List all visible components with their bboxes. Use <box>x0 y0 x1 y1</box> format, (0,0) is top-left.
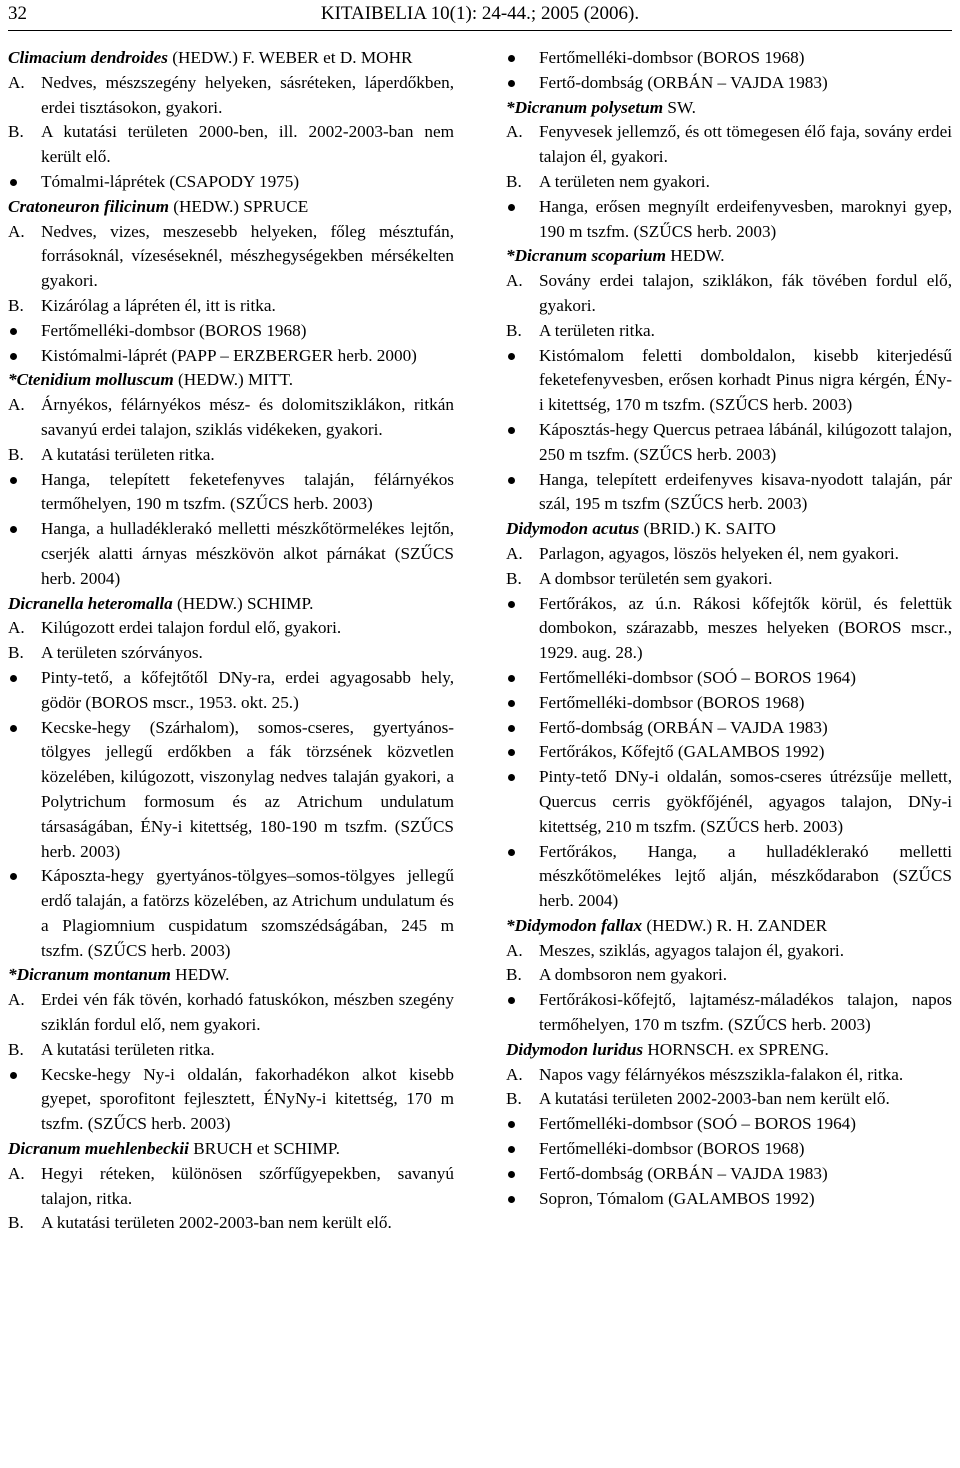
paragraph-b <box>8 1211 454 1236</box>
species-name: Dicranum muehlenbeckii <box>8 1139 189 1159</box>
locality-entry <box>506 1187 952 1212</box>
right-column <box>506 46 952 1211</box>
paragraph-label: B. <box>506 568 522 588</box>
paragraph-label: A. <box>506 940 523 960</box>
locality-entry <box>506 691 952 716</box>
paragraph-label: B. <box>506 320 522 340</box>
bullet-icon <box>508 427 515 434</box>
species-heading <box>8 195 454 220</box>
bullet-icon <box>10 1072 17 1079</box>
paragraph-text: Erdei vén fák tövén, korhadó fatuskókon, mészben szegény sziklán fordul elő, nem gyakori. <box>41 990 454 1035</box>
bullet-icon <box>508 749 515 756</box>
paragraph-label: A. <box>506 1064 523 1084</box>
locality-text: Fertő-dombság (ORBÁN – VAJDA 1983) <box>539 1163 828 1183</box>
paragraph-text: A területen nem gyakori. <box>539 171 710 191</box>
species-heading <box>8 1137 454 1162</box>
paragraph-text: A kutatási területen 2000-ben, ill. 2002-2003-ban nem került elő. <box>41 122 454 167</box>
locality-text: Hanga, erősen megnyílt erdeifenyvesben, maroknyi gyep, 190 m tszfm. (SZŰCS herb. 2003) <box>539 196 952 241</box>
bullet-icon <box>508 477 515 484</box>
page-number: 32 <box>8 3 27 24</box>
paragraph-b <box>506 963 952 988</box>
paragraph-label: B. <box>8 295 24 315</box>
paragraph-b <box>506 170 952 195</box>
locality-entry <box>8 468 454 518</box>
species-heading <box>8 368 454 393</box>
locality-text: Fertőmelléki-dombsor (BOROS 1968) <box>539 692 805 712</box>
locality-text: Kecske-hegy (Szárhalom), somos-cseres, gyertyános-tölgyes jellegű erdőkben a fák törzsének közvetlen közelében, kilúgozott, viszonylag nedves talaján gyakori, a Polytrichum formosum és az Atrichum undulatum társaságában, ÉNy-i kitettség, 180-190 m tszfm. (SZŰCS herb. 2003) <box>41 717 454 861</box>
locality-entry <box>506 988 952 1038</box>
paragraph-b <box>506 1087 952 1112</box>
paragraph-label: B. <box>8 1039 24 1059</box>
paragraph-text: A kutatási területen ritka. <box>41 444 215 464</box>
locality-entry <box>506 344 952 418</box>
bullet-icon <box>508 675 515 682</box>
species-heading <box>8 963 454 988</box>
paragraph-text: Fenyvesek jellemző, és ott tömegesen élő faja, sovány erdei talajon él, gyakori. <box>539 122 952 167</box>
bullet-icon <box>508 353 515 360</box>
bullet-icon <box>508 774 515 781</box>
species-name: *Ctenidium molluscum <box>8 370 174 390</box>
locality-entry <box>506 1137 952 1162</box>
paragraph-a <box>506 269 952 319</box>
paragraph-text: Nedves, mészszegény helyeken, sásréteken, láperdőkben, erdei tisztásokon, gyakori. <box>41 72 454 117</box>
paragraph-a <box>506 1063 952 1088</box>
paragraph-b <box>506 567 952 592</box>
species-author: HORNSCH. ex SPRENG. <box>643 1039 829 1059</box>
locality-text: Hanga, a hulladéklerakó melletti mészkőtörmelékes lejtőn, cserjék alatti árnyas mészkövön alkot párnákat (SZŰCS herb. 2004) <box>41 519 454 588</box>
paragraph-b <box>8 443 454 468</box>
paragraph-a <box>8 616 454 641</box>
locality-entry <box>506 592 952 666</box>
species-heading <box>506 1038 952 1063</box>
locality-entry <box>8 517 454 591</box>
paragraph-b <box>8 120 454 170</box>
species-heading <box>506 244 952 269</box>
locality-text: Hanga, telepített erdeifenyves kisava-nyodott talaján, pár szál, 195 m tszfm (SZŰCS herb. 2003) <box>539 469 952 514</box>
bullet-icon <box>508 55 515 62</box>
paragraph-text: Meszes, sziklás, agyagos talajon él, gyakori. <box>539 940 844 960</box>
locality-text: Fertőmelléki-dombsor (SOÓ – BOROS 1964) <box>539 667 857 687</box>
species-heading <box>8 46 454 71</box>
locality-entry <box>506 46 952 71</box>
bullet-icon <box>10 675 17 682</box>
paragraph-a <box>506 542 952 567</box>
locality-entry <box>506 716 952 741</box>
paragraph-b <box>8 294 454 319</box>
paragraph-text: Kizárólag a lápréten él, itt is ritka. <box>41 295 276 315</box>
locality-entry <box>8 1063 454 1137</box>
paragraph-text: A dombsor területén sem gyakori. <box>539 568 773 588</box>
locality-text: Káposztás-hegy Quercus petraea lábánál, kilúgozott talajon, 250 m tszfm. (SZŰCS herb. 2003) <box>539 419 952 464</box>
paragraph-label: B. <box>506 171 522 191</box>
bullet-icon <box>508 1146 515 1153</box>
locality-text: Hanga, telepített feketefenyves talaján, félárnyékos termőhelyen, 190 m tszfm. (SZŰCS herb. 2003) <box>41 469 454 514</box>
locality-text: Kistómalmi-láprét (PAPP – ERZBERGER herb. 2000) <box>41 345 417 365</box>
locality-entry <box>506 1162 952 1187</box>
bullet-icon <box>508 1121 515 1128</box>
bullet-icon <box>508 997 515 1004</box>
paragraph-b <box>506 319 952 344</box>
locality-entry <box>8 344 454 369</box>
locality-entry <box>506 468 952 518</box>
species-author: SW. <box>663 97 696 117</box>
locality-entry <box>506 840 952 914</box>
locality-entry <box>506 740 952 765</box>
paragraph-label: A. <box>8 1163 25 1183</box>
locality-entry <box>506 195 952 245</box>
bullet-icon <box>10 725 17 732</box>
species-name: *Didymodon fallax <box>506 915 643 935</box>
locality-text: Fertő-dombság (ORBÁN – VAJDA 1983) <box>539 717 828 737</box>
paragraph-label: B. <box>8 1213 24 1233</box>
paragraph-text: A területen ritka. <box>539 320 655 340</box>
paragraph-label: B. <box>506 1089 522 1109</box>
locality-text: Fertő-dombság (ORBÁN – VAJDA 1983) <box>539 72 828 92</box>
locality-entry <box>506 666 952 691</box>
paragraph-text: A dombsoron nem gyakori. <box>539 965 728 985</box>
locality-text: Fertőrákos, Hanga, a hulladéklerakó melletti mészkőtömelékes lejtő alján, mészkődarabon (SZŰCS herb. 2004) <box>539 841 952 911</box>
paragraph-label: A. <box>506 543 523 563</box>
species-name: Didymodon luridus <box>506 1039 644 1059</box>
locality-text: Fertőmelléki-dombsor (BOROS 1968) <box>539 1139 805 1159</box>
locality-text: Kecske-hegy Ny-i oldalán, fakorhadékon alkot kisebb gyepet, sporofitont fejlesztett, ÉNyNy-i kitettség, 170 m tszfm. (SZŰCS herb. 2003) <box>41 1064 454 1134</box>
species-name: Cratoneuron filicinum <box>8 196 169 216</box>
species-name: *Dicranum polysetum <box>506 97 664 117</box>
species-author: (HEDW.) SPRUCE <box>168 196 309 216</box>
bullet-icon <box>10 353 17 360</box>
species-author: (HEDW.) SCHIMP. <box>172 593 314 613</box>
locality-text: Fertőmelléki-dombsor (BOROS 1968) <box>41 320 307 340</box>
paragraph-a <box>506 120 952 170</box>
page-header <box>8 2 952 28</box>
bullet-icon <box>508 725 515 732</box>
locality-entry <box>506 418 952 468</box>
locality-text: Pinty-tető, a kőfejtőtől DNy-ra, erdei agyagosabb hely, gödör (BOROS mscr., 1953. okt. 25.) <box>41 667 454 712</box>
paragraph-a <box>8 393 454 443</box>
species-author: HEDW. <box>665 246 725 266</box>
species-author: HEDW. <box>170 965 230 985</box>
species-heading <box>506 96 952 121</box>
paragraph-text: Hegyi réteken, különösen szőrfűgyepekben, savanyú talajon, ritka. <box>41 1163 454 1208</box>
paragraph-label: B. <box>8 122 24 142</box>
locality-text: Kistómalom feletti domboldalon, kisebb kiterjedésű feketefenyvesben, erősen korhadt Pinus nigra kérgén, ÉNy-i kitettség, 170 m tszfm. (SZŰCS herb. 2003) <box>539 345 952 415</box>
species-name: *Dicranum scoparium <box>506 246 666 266</box>
species-author: (HEDW.) MITT. <box>173 370 294 390</box>
species-author: (HEDW.) F. WEBER et D. MOHR <box>167 48 413 67</box>
paragraph-text: A kutatási területen 2002-2003-ban nem került elő. <box>539 1089 890 1109</box>
species-name: Didymodon acutus <box>506 519 640 539</box>
paragraph-a <box>8 1162 454 1212</box>
paragraph-text: Parlagon, agyagos, löszös helyeken él, nem gyakori. <box>539 543 899 563</box>
left-column <box>8 46 454 1236</box>
species-name: Climacium dendroides <box>8 48 168 67</box>
paragraph-label: A. <box>8 72 25 92</box>
paragraph-b <box>8 1038 454 1063</box>
bullet-icon <box>508 204 515 211</box>
paragraph-text: Napos vagy félárnyékos mészszikla-falakon él, ritka. <box>539 1064 904 1084</box>
paragraph-a <box>8 988 454 1038</box>
locality-text: Fertőrákosi-kőfejtő, lajtamész-máladékos talajon, napos termőhelyen, 170 m tszfm. (SZŰCS herb. 2003) <box>539 990 952 1035</box>
paragraph-label: A. <box>8 395 25 415</box>
paragraph-a <box>8 220 454 294</box>
bullet-icon <box>10 526 17 533</box>
locality-text: Fertőmelléki-dombsor (SOÓ – BOROS 1964) <box>539 1114 857 1134</box>
paragraph-text: A kutatási területen 2002-2003-ban nem került elő. <box>41 1213 392 1233</box>
species-heading <box>506 914 952 939</box>
paragraph-b <box>8 641 454 666</box>
paragraph-text: Sovány erdei talajon, sziklákon, fák tövében fordul elő, gyakori. <box>539 271 952 315</box>
bullet-icon <box>508 849 515 856</box>
paragraph-text: A területen szórványos. <box>41 643 203 663</box>
bullet-icon <box>10 477 17 484</box>
paragraph-label: A. <box>506 122 523 142</box>
locality-entry <box>506 765 952 839</box>
locality-text: Tómalmi-láprétek (CSAPODY 1975) <box>41 171 300 191</box>
locality-entry <box>8 170 454 195</box>
locality-text: Pinty-tető DNy-i oldalán, somos-cseres útrézsűje mellett, Quercus cerris gyökfőjénél, agyagos talajon, DNy-i kitettség, 210 m tszfm. (SZŰCS herb. 2003) <box>539 767 952 836</box>
bullet-icon <box>10 328 17 335</box>
bullet-icon <box>508 601 515 608</box>
bullet-icon <box>10 873 17 880</box>
journal-citation: KITAIBELIA 10(1): 24-44.; 2005 (2006). <box>320 3 640 24</box>
header-rule <box>8 30 952 31</box>
bullet-icon <box>508 1196 515 1203</box>
paragraph-text: Kilúgozott erdei talajon fordul elő, gyakori. <box>41 618 342 638</box>
species-name: Dicranella heteromalla <box>8 593 173 613</box>
species-name: *Dicranum montanum <box>8 965 171 985</box>
species-heading <box>8 592 454 617</box>
locality-entry <box>8 666 454 716</box>
paragraph-label: B. <box>8 643 24 663</box>
paragraph-label: B. <box>8 444 24 464</box>
locality-text: Fertőmelléki-dombsor (BOROS 1968) <box>539 48 805 67</box>
paragraph-text: Nedves, vizes, meszesebb helyeken, főleg mésztufán, forrásoknál, vízeséseknél, mészhegységekben mérsékelten gyakori. <box>41 221 454 291</box>
bullet-icon <box>508 80 515 87</box>
paragraph-a <box>8 71 454 121</box>
bullet-icon <box>10 179 17 186</box>
paragraph-label: B. <box>506 965 522 985</box>
locality-entry <box>8 716 454 865</box>
paragraph-label: A. <box>8 990 25 1010</box>
locality-text: Sopron, Tómalom (GALAMBOS 1992) <box>539 1188 815 1208</box>
locality-entry <box>506 1112 952 1137</box>
locality-text: Káposzta-hegy gyertyános-tölgyes–somos-tölgyes jellegű erdő talaján, a fatörzs közelében, az Atrichum undulatum és a Plagiomnium cuspidatum szomszédságában, 245 m tszfm. (SZŰCS herb. 2003) <box>41 866 454 960</box>
locality-entry <box>506 71 952 96</box>
species-heading <box>506 517 952 542</box>
locality-entry <box>8 864 454 963</box>
paragraph-a <box>506 939 952 964</box>
locality-text: Fertőrákos, Kőfejtő (GALAMBOS 1992) <box>539 742 825 762</box>
locality-text: Fertőrákos, az ú.n. Rákosi kőfejtők körül, és felettük dombokon, szárazabb, meszes helyeken (BOROS mscr., 1929. aug. 28.) <box>539 593 952 663</box>
bullet-icon <box>508 1171 515 1178</box>
paragraph-label: A. <box>8 618 25 638</box>
paragraph-label: A. <box>506 271 523 291</box>
bullet-icon <box>508 700 515 707</box>
paragraph-text: A kutatási területen ritka. <box>41 1039 215 1059</box>
species-author: (BRID.) K. SAITO <box>639 519 776 539</box>
paragraph-label: A. <box>8 221 25 241</box>
species-author: BRUCH et SCHIMP. <box>188 1139 340 1159</box>
paragraph-text: Árnyékos, félárnyékos mész- és dolomitsziklákon, ritkán savanyú erdei talajon, sziklás vidékeken, gyakori. <box>41 395 454 439</box>
locality-entry <box>8 319 454 344</box>
species-author: (HEDW.) R. H. ZANDER <box>642 915 828 935</box>
